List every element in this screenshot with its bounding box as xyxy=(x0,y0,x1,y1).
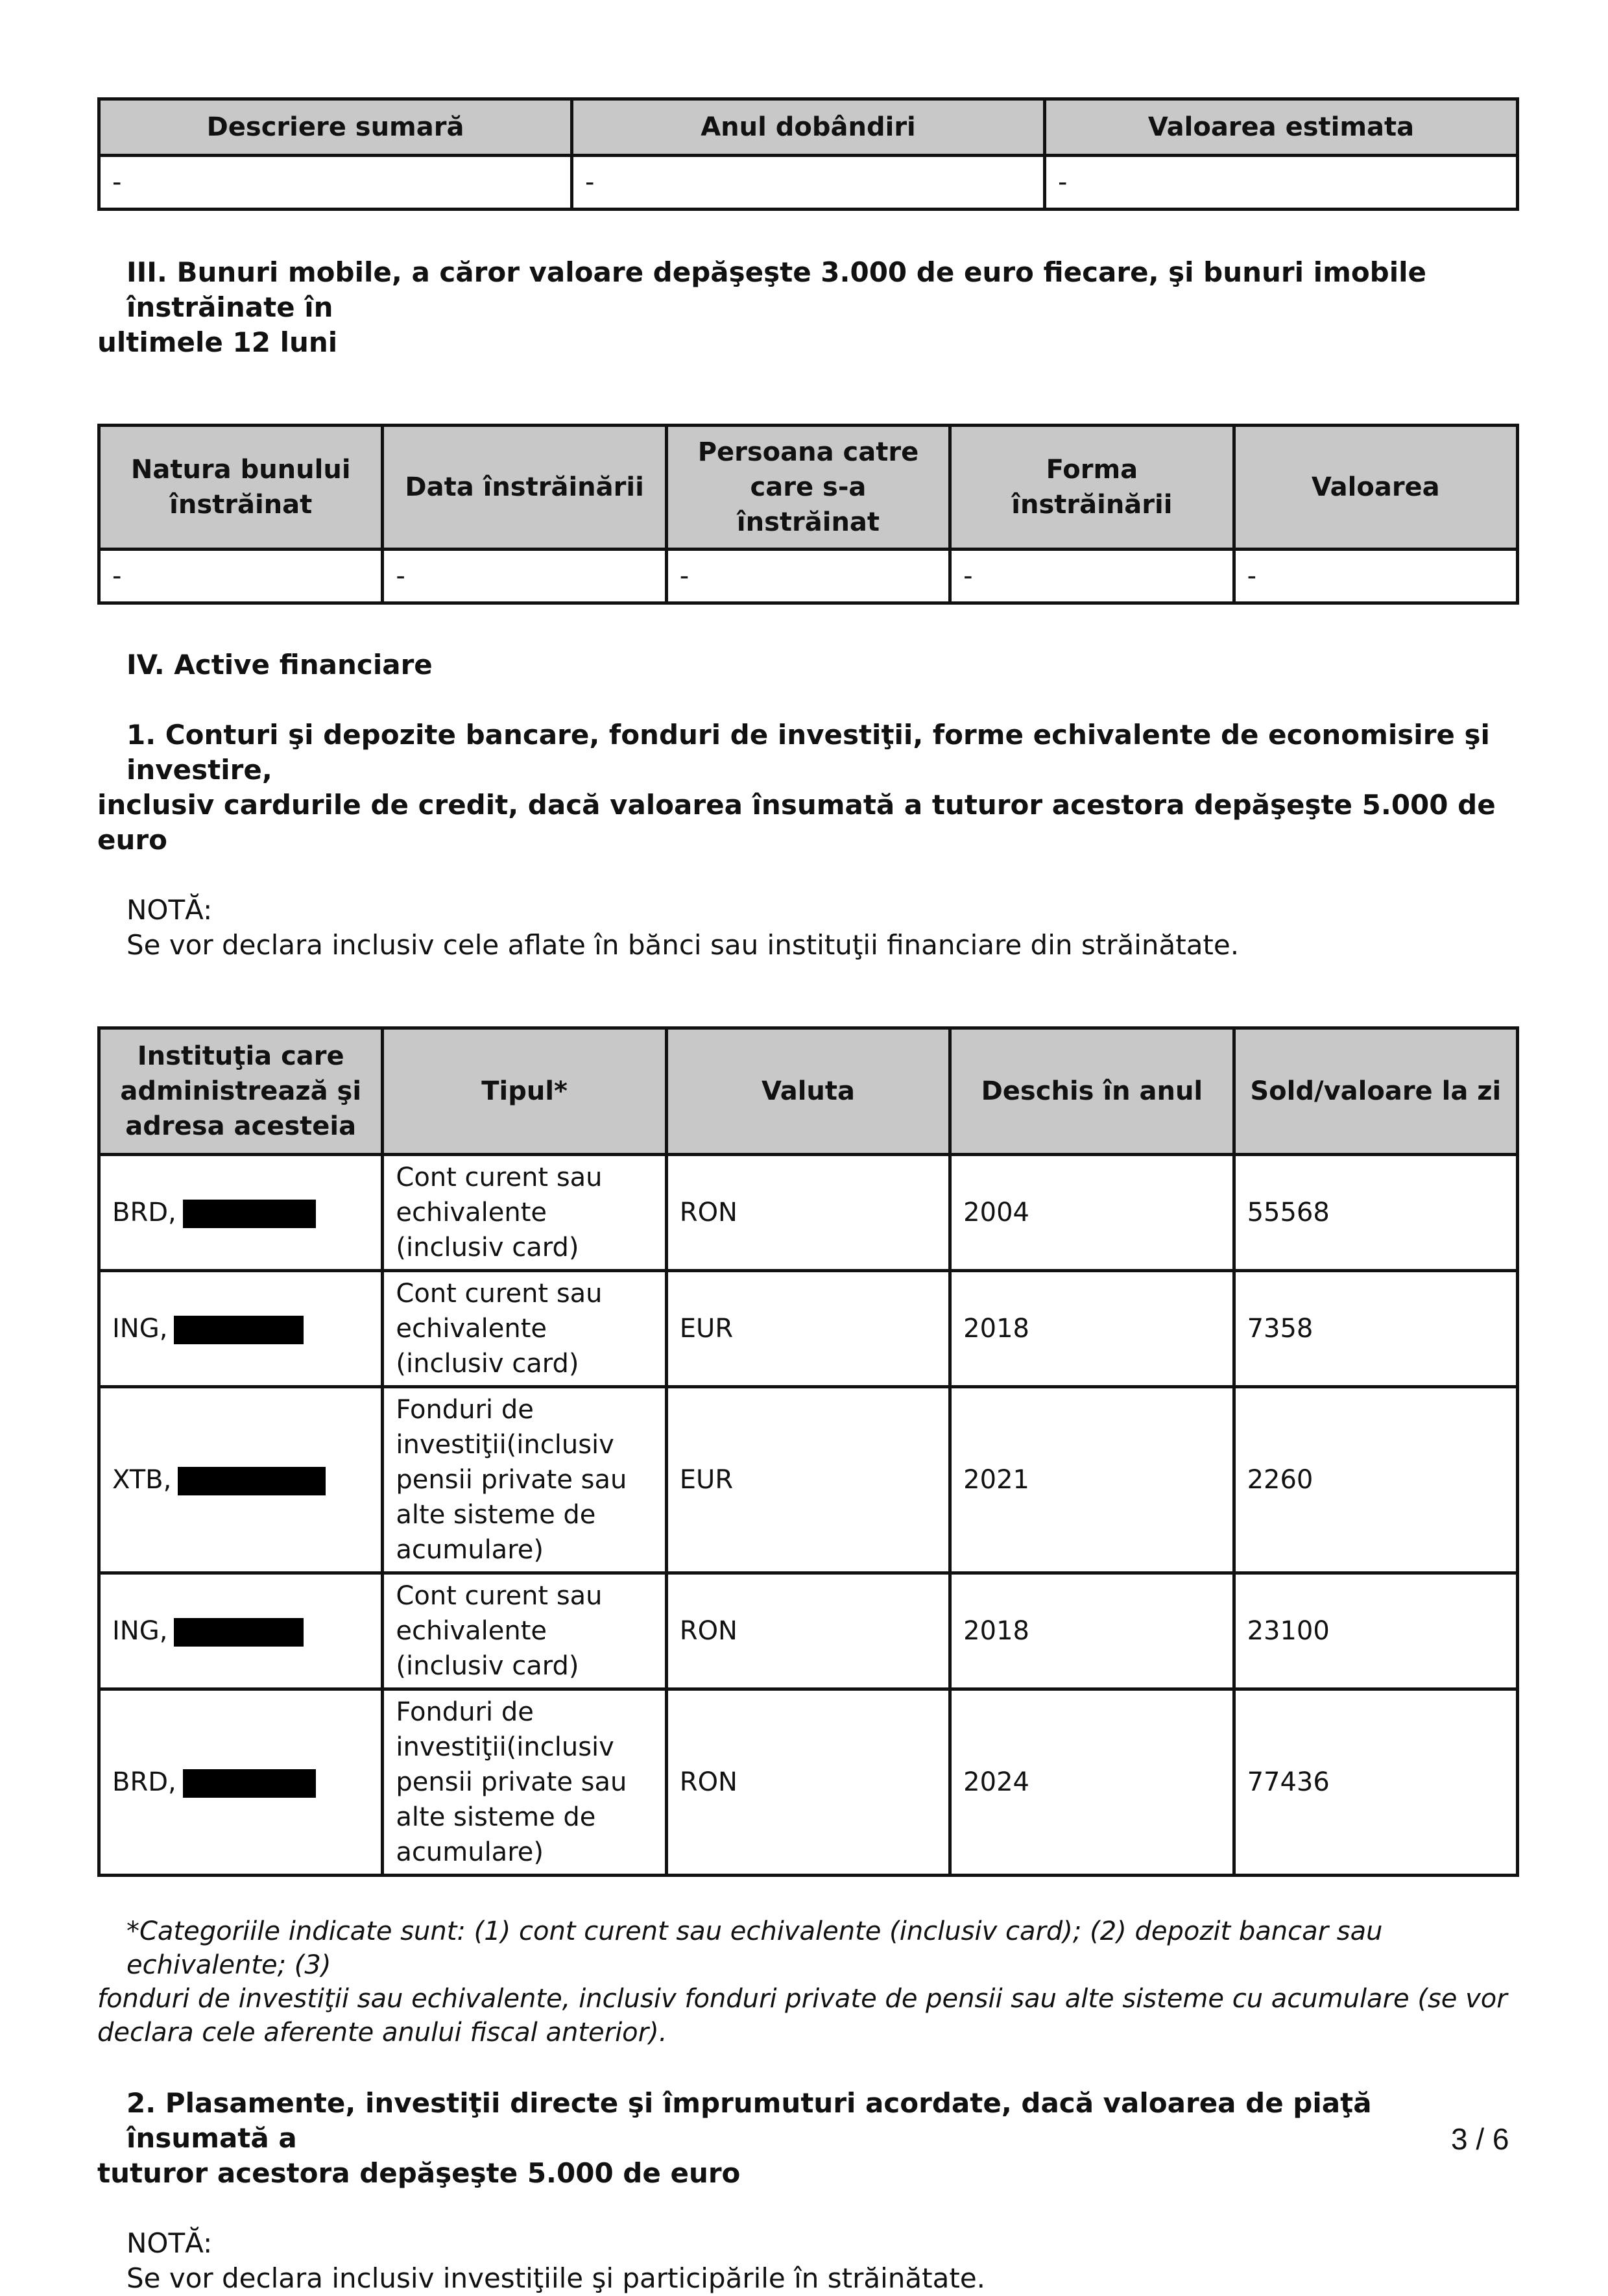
table-cell: - xyxy=(1234,550,1517,603)
institution-cell xyxy=(99,1387,383,1573)
institution-name: ING, xyxy=(112,1314,168,1344)
balance-cell: 7358 xyxy=(1234,1271,1517,1387)
currency-cell: RON xyxy=(666,1689,950,1876)
col-header-value: Valoarea xyxy=(1234,426,1517,550)
institution-cell xyxy=(99,1573,383,1689)
col-header-date: Data înstrăinării xyxy=(383,426,666,550)
footnote-line2: fonduri de investiţii sau echivalente, inclusiv fonduri private de pensii sau alte sisteme cu acumulare (se vor xyxy=(97,1984,1507,2014)
footnote-line3: declara cele aferente anului fiscal anterior). xyxy=(97,2018,667,2048)
table-cell: - xyxy=(383,550,666,603)
institution-name: XTB, xyxy=(112,1465,172,1495)
balance-cell: 77436 xyxy=(1234,1689,1517,1876)
currency-cell: EUR xyxy=(666,1271,950,1387)
balance-cell: 2260 xyxy=(1234,1387,1517,1573)
table-row xyxy=(99,550,1518,603)
table-row xyxy=(99,1155,1518,1271)
table-row xyxy=(99,1271,1518,1387)
section-3-title-line2: ultimele 12 luni xyxy=(97,326,338,358)
goods-table xyxy=(97,97,1519,211)
balance-cell: 23100 xyxy=(1234,1573,1517,1689)
note-label: NOTĂ: xyxy=(126,2227,213,2259)
col-header-type: Tipul* xyxy=(383,1028,666,1155)
section-3-title-line1: III. Bunuri mobile, a căror valoare depăşeşte 3.000 de euro fiecare, şi bunuri imobile înstrăinate în xyxy=(126,256,1427,323)
section-4-1-title-line2: inclusiv cardurile de credit, dacă valoarea însumată a tuturor acestora depăşeşte 5.000 de euro xyxy=(97,789,1496,856)
col-header-balance: Sold/valoare la zi xyxy=(1234,1028,1517,1155)
section-4-2-title-line1: 2. Plasamente, investiţii directe şi împrumuturi acordate, dacă valoarea de piaţă însumată a xyxy=(126,2087,1372,2154)
redacted-address xyxy=(183,1769,316,1798)
year-cell: 2021 xyxy=(950,1387,1234,1573)
col-header-value: Valoarea estimata xyxy=(1045,99,1518,156)
table-row xyxy=(99,1689,1518,1876)
note-text: Se vor declara inclusiv investiţiile şi participările în străinătate. xyxy=(126,2262,986,2294)
type-cell: Cont curent sau echivalente (inclusiv card) xyxy=(383,1271,666,1387)
section-4-title: IV. Active financiare xyxy=(126,649,433,681)
year-cell: 2018 xyxy=(950,1271,1234,1387)
alienated-goods-table xyxy=(97,424,1519,605)
year-cell: 2004 xyxy=(950,1155,1234,1271)
redacted-address xyxy=(174,1618,304,1647)
year-cell: 2024 xyxy=(950,1689,1234,1876)
table-cell: - xyxy=(950,550,1234,603)
accounts-table xyxy=(97,1026,1519,1877)
footnote-line1: *Categoriile indicate sunt: (1) cont curent sau echivalente (inclusiv card); (2) depozit bancar sau echivalente; (3) xyxy=(126,1916,1383,1980)
page-number: 3 / 6 xyxy=(1451,2122,1509,2156)
currency-cell: RON xyxy=(666,1155,950,1271)
section-4-1-title-line1: 1. Conturi şi depozite bancare, fonduri de investiţii, forme echivalente de economisire şi investire, xyxy=(126,719,1490,786)
table-row xyxy=(99,156,1518,210)
institution-name: BRD, xyxy=(112,1767,176,1797)
col-header-institution: Instituţia care administrează şi adresa acesteia xyxy=(99,1028,383,1155)
table-cell: - xyxy=(572,156,1045,210)
table-cell: - xyxy=(99,550,383,603)
table-header-row xyxy=(99,1028,1518,1155)
currency-cell: EUR xyxy=(666,1387,950,1573)
table-cell: - xyxy=(666,550,950,603)
note-text: Se vor declara inclusiv cele aflate în bănci sau instituţii financiare din străinătate. xyxy=(126,929,1240,961)
section-4-2-title-line2: tuturor acestora depăşeşte 5.000 de euro xyxy=(97,2157,741,2189)
col-header-year: Anul dobândiri xyxy=(572,99,1045,156)
type-cell: Cont curent sau echivalente (inclusiv card) xyxy=(383,1155,666,1271)
table-header-row xyxy=(99,426,1518,550)
institution-cell xyxy=(99,1689,383,1876)
col-header-nature: Natura bunului înstrăinat xyxy=(99,426,383,550)
year-cell: 2018 xyxy=(950,1573,1234,1689)
col-header-currency: Valuta xyxy=(666,1028,950,1155)
institution-cell xyxy=(99,1271,383,1387)
note-label: NOTĂ: xyxy=(126,894,213,926)
col-header-opened: Deschis în anul xyxy=(950,1028,1234,1155)
table-header-row xyxy=(99,99,1518,156)
redacted-address xyxy=(174,1316,304,1344)
col-header-description: Descriere sumară xyxy=(99,99,572,156)
table-cell: - xyxy=(1045,156,1518,210)
table-row xyxy=(99,1387,1518,1573)
institution-name: BRD, xyxy=(112,1198,176,1227)
type-cell: Cont curent sau echivalente (inclusiv card) xyxy=(383,1573,666,1689)
currency-cell: RON xyxy=(666,1573,950,1689)
type-cell: Fonduri de investiţii(inclusiv pensii private sau alte sisteme de acumulare) xyxy=(383,1689,666,1876)
document-page xyxy=(97,97,1519,2296)
balance-cell: 55568 xyxy=(1234,1155,1517,1271)
table-row xyxy=(99,1573,1518,1689)
col-header-form: Forma înstrăinării xyxy=(950,426,1234,550)
type-cell: Fonduri de investiţii(inclusiv pensii private sau alte sisteme de acumulare) xyxy=(383,1387,666,1573)
col-header-person: Persoana catre care s-a înstrăinat xyxy=(666,426,950,550)
redacted-address xyxy=(178,1467,326,1495)
table-cell: - xyxy=(99,156,572,210)
institution-cell xyxy=(99,1155,383,1271)
redacted-address xyxy=(183,1200,316,1228)
institution-name: ING, xyxy=(112,1616,168,1646)
